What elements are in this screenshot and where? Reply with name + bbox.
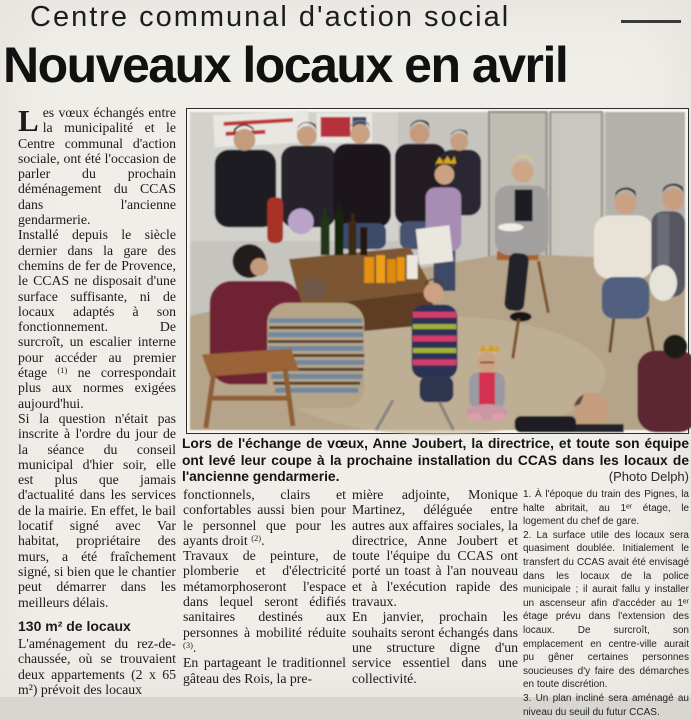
article-column-3 xyxy=(352,487,518,686)
article-headline: Nouveaux locaux en avril xyxy=(3,37,568,93)
article-column-1 xyxy=(18,105,176,697)
paragraph: mière adjointe, Monique Martinez, déléguée entre autres aux affaires sociales, la directrice, Anne Joubert et toute l'équipe du CCAS ont porté un toast à l'an nouveau et à l'exécution rapide des travaux. xyxy=(352,487,518,610)
paragraph: fonctionnels, clairs et confortables aussi bien pour le personnel que pour les ayants droit $^{(2)}$. xyxy=(183,487,346,548)
photo-caption: Lors de l'échange de vœux, Anne Joubert, la directrice, et toute son équipe ont levé leur coupe à la prochaine installation du CCAS dans les locaux de l'ancienne gendarmerie. xyxy=(182,436,689,484)
footnote-1: 1. À l'époque du train des Pignes, la halte abritait, au 1ᵉʳ étage, le logement du chef de gare. xyxy=(523,489,689,528)
paragraph: Si la question n'était pas inscrite à l'ordre du jour de la séance du conseil municipal d'hier soir, elle est plus que jamais d'actualité dans les services de la mairie. En effet, le bail locatif signé avec Var habitat, propriétaire des murs, a été fraîchement signé, si bien que le chantier peut démarrer dans les meilleurs délais. xyxy=(18,410,176,610)
section-kicker: Centre communal d'action social xyxy=(30,1,511,33)
paragraph: En janvier, prochain les souhaits seront échangés dans une structure digne d'un service essentiel dans une collectivité. xyxy=(352,609,518,686)
footnotes-column xyxy=(523,488,689,719)
footnote-marker-2: (2) xyxy=(251,532,262,543)
subhead-130m2: 130 m² de locaux xyxy=(18,617,131,634)
footnote-2: 2. La surface utile des locaux sera quasiment doublée. Initialement le transfert du CCAS avait été envisagé dans les locaux de la police municipale ; il aurait fallu y installer un ascenseur afin d'accéder au 1ᵉʳ étage prévu dans l'extension des locaux. De surcroît, son emplacement en centre-ville aurait pu gêner certaines personnes soucieuses d'y faire des démarches en toute discrétion. xyxy=(523,529,689,691)
footnote-marker-3: (3) xyxy=(183,639,193,650)
article-photo xyxy=(186,108,689,434)
photo-credit: (Photo Delph) xyxy=(608,469,689,484)
drop-cap: L xyxy=(18,103,39,138)
paragraph: L'aménagement du rez-de-chaussée, où se trouvaient deux appartements (2 x 65 m²) prévoit des locaux xyxy=(18,636,176,697)
paragraph: En partageant le traditionnel gâteau des Rois, la pre- xyxy=(183,655,346,686)
paragraph: Les vœux échangés entre la municipalité et le Centre communal d'action sociale, ont été l'occasion de parler du prochain déménagement du CCAS dans l'ancienne gendarmerie. xyxy=(18,103,176,228)
article-column-2 xyxy=(183,487,346,686)
paragraph: Installé depuis le siècle dernier dans la gare des chemins de fer de Provence, le CCAS ne disposait d'une surface suffisante, ni de locaux adaptés à son fonctionnement. De surcroît, un escalier interne pour accéder au premier étage $^{(1)}$ ne correspondait plus aux normes exigées aujourd'hui. xyxy=(18,227,176,411)
paragraph: Travaux de peinture, de plomberie et d'électricité métamorphoseront l'espace dans lequel seront édifiés sanitaires destinés aux personnes à mobilité réduite $^{(3)}$. xyxy=(183,548,346,655)
footnote-3: 3. Un plan incliné sera aménagé au niveau du seuil du futur CCAS. xyxy=(523,692,689,718)
photo-illustration xyxy=(190,112,685,430)
footnote-marker-1: (1) xyxy=(57,365,68,376)
kicker-rule xyxy=(621,20,681,23)
